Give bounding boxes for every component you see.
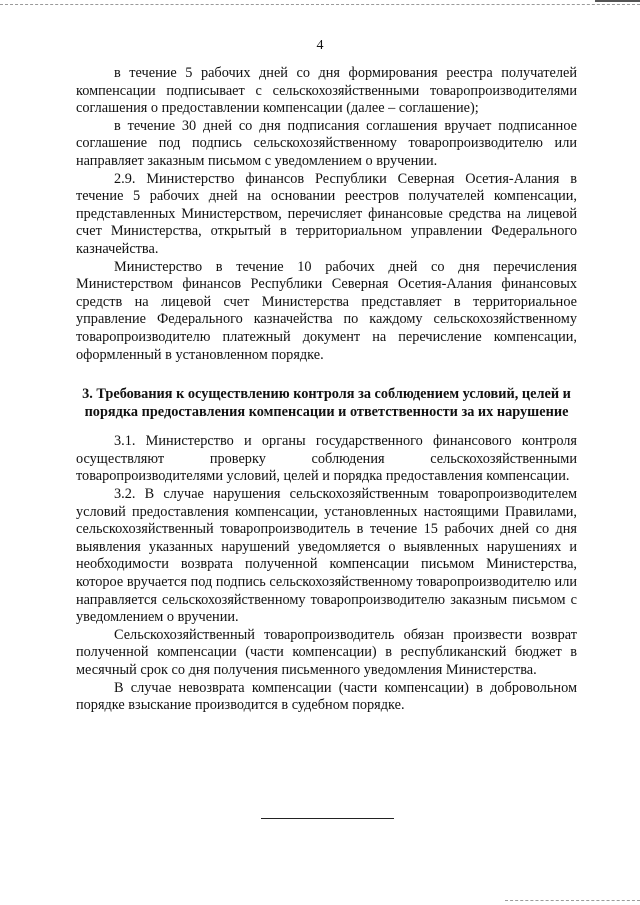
paragraph-3-2-violation: 3.2. В случае нарушения сельскохозяйственным товаропроизводителем условий предоставления компенсации, установленных настоящими Правилами, сельскохозяйственный товаропроизводитель в течение 15 рабочих дней со дня выявления указанных нарушений уведомляется о выявленных нарушениях и необходимости возврата полученной компенсации письмом Министерства, которое вручается под подпись сельскохозяйственному товаропроизводителю или направляется сельскохозяйственному товаропроизводителю заказным письмом с уведомлением о вручении. [76,486,577,626]
document-body [76,65,577,715]
paragraph-payment-document: Министерство в течение 10 рабочих дней со дня перечисления Министерством финансов Республики Северная Осетия-Алания финансовых средств на лицевой счет Министерства представляет в территориальное управление Федерального казначейства по каждому сельскохозяйственному товаропроизводителю платежный документ на перечисление компенсации, оформленный в установленном порядке. [76,258,577,363]
paragraph-delivering-agreement: в течение 30 дней со дня подписания соглашения вручает подписанное соглашение под подпись сельскохозяйственному товаропроизводителю или направляет заказным письмом с уведомлением о вручении. [76,117,577,169]
paragraph-refund-obligation: Сельскохозяйственный товаропроизводитель обязан произвести возврат полученной компенсации (части компенсации) в республиканский бюджет в месячный срок со дня получения письменного уведомления Министерства. [76,626,577,678]
scan-edge-bottom [505,900,640,901]
paragraph-signing-agreements: в течение 5 рабочих дней со дня формирования реестра получателей компенсации подписывает с сельскохозяйственными товаропроизводителями соглашения о предоставлении компенсации (далее – соглашение); [76,65,577,117]
paragraph-3-1-control: 3.1. Министерство и органы государственного финансового контроля осуществляют проверку соблюдения сельскохозяйственными товаропроизводителями условий, целей и порядка предоставления компенсации. [76,433,577,485]
paragraph-2-9-funds-transfer: 2.9. Министерство финансов Республики Северная Осетия-Алания в течение 5 рабочих дней на основании реестров получателей компенсации, представленных Министерством, перечисляет финансовые средства на лицевой счет Министерства, открытый в территориальном управлении Федерального казначейства. [76,170,577,257]
scan-mark-top-right [595,0,640,2]
end-divider-line [261,818,394,819]
page-number: 4 [316,38,324,53]
section-3-heading: 3. Требования к осуществлению контроля за соблюдением условий, целей и порядка предоставления компенсации и ответственности за их нарушение [82,386,571,420]
scan-edge-top [0,4,640,5]
paragraph-court-recovery: В случае невозврата компенсации (части компенсации) в добровольном порядке взыскание производится в судебном порядке. [76,679,577,714]
